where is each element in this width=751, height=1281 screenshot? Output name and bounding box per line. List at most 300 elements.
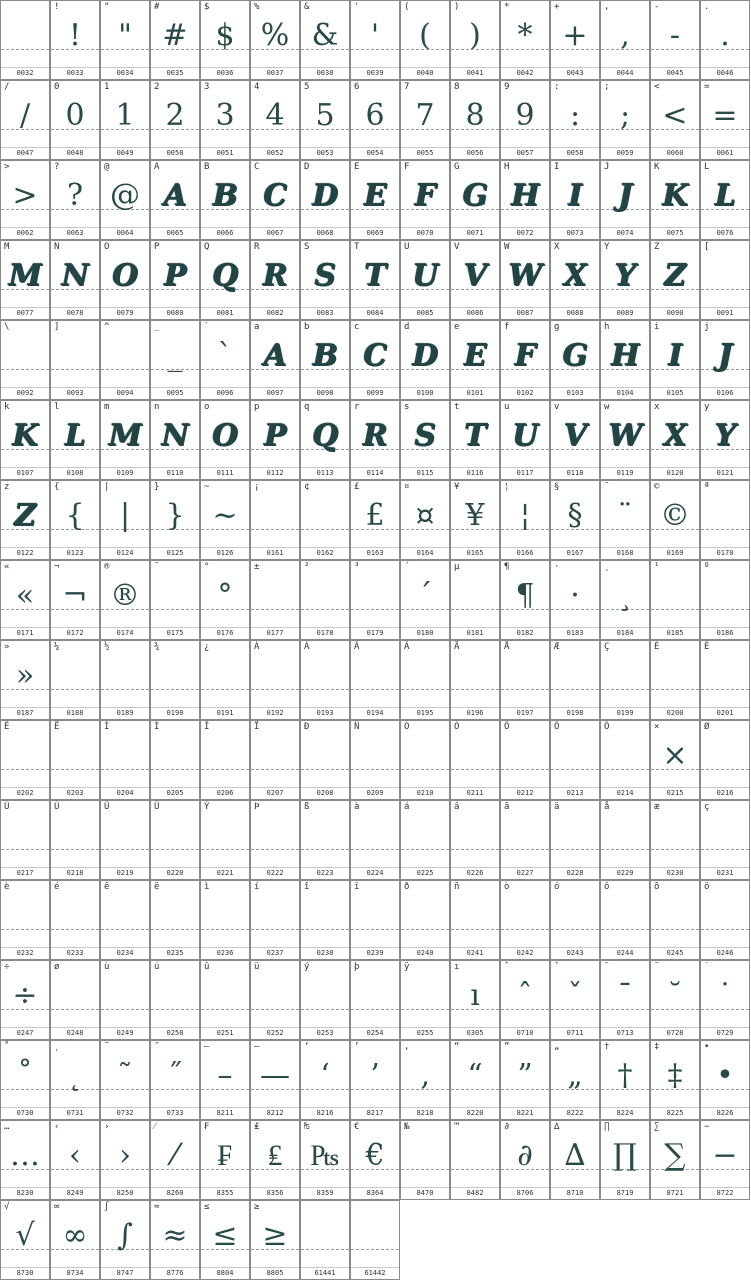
- cell-code: 0729: [716, 1029, 734, 1037]
- cell-character-label: a: [254, 322, 260, 332]
- cell-character-label: »: [4, 642, 10, 652]
- glyph-sample: M: [108, 418, 142, 453]
- code-divider: [351, 1107, 399, 1108]
- glyph-sample: ’: [370, 1058, 380, 1093]
- cell-code: 0049: [116, 149, 134, 157]
- baseline-guide: [301, 929, 349, 930]
- code-divider: [1, 1027, 49, 1028]
- glyph-cell: [500, 1120, 550, 1200]
- glyph-cell: [650, 160, 700, 240]
- cell-character-label: þ: [354, 962, 360, 972]
- glyph-cell: [400, 720, 450, 800]
- cell-code: 0197: [516, 709, 534, 717]
- glyph-cell: [550, 960, 600, 1040]
- glyph-sample: —: [260, 1058, 290, 1093]
- baseline-guide: [251, 929, 299, 930]
- code-divider: [151, 787, 199, 788]
- cell-character-label: w: [604, 402, 610, 412]
- cell-code: 8721: [666, 1189, 684, 1197]
- cell-code: 0176: [216, 629, 234, 637]
- glyph-cell: [50, 400, 100, 480]
- cell-character-label: ·: [554, 562, 560, 572]
- code-divider: [151, 67, 199, 68]
- code-divider: [401, 787, 449, 788]
- cell-character-label: ˆ: [504, 962, 510, 972]
- cell-character-label: Ù: [4, 802, 10, 812]
- glyph-cell: [450, 320, 500, 400]
- glyph-cell: [300, 80, 350, 160]
- cell-code: 0075: [666, 229, 684, 237]
- cell-code: 0255: [416, 1029, 434, 1037]
- glyph-sample: X: [563, 258, 587, 293]
- baseline-guide: [351, 1249, 399, 1250]
- glyph-sample: ‚: [420, 1058, 430, 1093]
- cell-code: 0710: [516, 1029, 534, 1037]
- glyph-sample: ∫: [117, 1218, 133, 1253]
- glyph-cell: [250, 320, 300, 400]
- cell-character-label: È: [654, 642, 660, 652]
- glyph-sample: ®: [110, 578, 140, 613]
- cell-character-label: Ñ: [354, 722, 360, 732]
- baseline-guide: [301, 609, 349, 610]
- code-divider: [251, 307, 299, 308]
- glyph-sample: 5: [315, 98, 335, 133]
- cell-character-label: ú: [154, 962, 160, 972]
- glyph-cell: [300, 720, 350, 800]
- cell-character-label: ›: [104, 1122, 110, 1132]
- code-divider: [301, 387, 349, 388]
- code-divider: [501, 1027, 549, 1028]
- glyph-cell: [300, 160, 350, 240]
- cell-code: 0713: [616, 1029, 634, 1037]
- cell-character-label: ñ: [454, 882, 460, 892]
- baseline-guide: [501, 849, 549, 850]
- glyph-sample: ˙: [717, 978, 733, 1013]
- cell-code: 0241: [466, 949, 484, 957]
- code-divider: [251, 467, 299, 468]
- cell-character-label: ’: [354, 1042, 360, 1052]
- code-divider: [401, 467, 449, 468]
- glyph-sample: €: [365, 1138, 385, 1173]
- cell-code: 8734: [66, 1269, 84, 1277]
- glyph-cell: [300, 1120, 350, 1200]
- cell-code: 0081: [216, 309, 234, 317]
- cell-code: 0210: [416, 789, 434, 797]
- glyph-sample: V: [563, 418, 587, 453]
- code-divider: [151, 1267, 199, 1268]
- cell-character-label: ©: [654, 482, 660, 492]
- glyph-cell: [400, 400, 450, 480]
- cell-code: 0202: [16, 789, 34, 797]
- cell-code: 0225: [416, 869, 434, 877]
- glyph-cell: [600, 800, 650, 880]
- glyph-cell: [150, 960, 200, 1040]
- baseline-guide: [501, 769, 549, 770]
- cell-character-label: à: [354, 802, 360, 812]
- cell-character-label: â: [454, 802, 460, 812]
- baseline-guide: [201, 929, 249, 930]
- code-divider: [51, 707, 99, 708]
- cell-character-label: ‡: [654, 1042, 660, 1052]
- cell-code: 8805: [266, 1269, 284, 1277]
- baseline-guide: [351, 849, 399, 850]
- baseline-guide: [451, 689, 499, 690]
- cell-code: 0036: [216, 69, 234, 77]
- glyph-sample: A: [263, 338, 287, 373]
- code-divider: [151, 1027, 199, 1028]
- cell-code: 0239: [366, 949, 384, 957]
- cell-character-label: t: [454, 402, 460, 412]
- baseline-guide: [101, 929, 149, 930]
- cell-code: 0096: [216, 389, 234, 397]
- cell-code: 8355: [216, 1189, 234, 1197]
- glyph-sample: @: [110, 178, 140, 213]
- code-divider: [601, 1107, 649, 1108]
- glyph-sample: ?: [66, 178, 84, 213]
- code-divider: [401, 707, 449, 708]
- glyph-sample: 9: [515, 98, 535, 133]
- glyph-sample: ∞: [62, 1218, 88, 1253]
- glyph-cell: [350, 1040, 400, 1120]
- glyph-cell: [100, 960, 150, 1040]
- cell-code: 0109: [116, 469, 134, 477]
- glyph-sample: J: [617, 178, 633, 213]
- glyph-sample: ›: [119, 1138, 131, 1173]
- glyph-cell: [150, 480, 200, 560]
- cell-character-label: ó: [554, 882, 560, 892]
- cell-character-label: U: [404, 242, 410, 252]
- baseline-guide: [501, 689, 549, 690]
- cell-code: 0252: [266, 1029, 284, 1037]
- code-divider: [1, 547, 49, 548]
- glyph-sample: ÷: [12, 978, 38, 1013]
- cell-code: 8212: [266, 1109, 284, 1117]
- code-divider: [1, 947, 49, 948]
- glyph-sample: &: [311, 18, 339, 53]
- glyph-sample: ”: [517, 1058, 533, 1093]
- glyph-cell: [600, 720, 650, 800]
- code-divider: [551, 867, 599, 868]
- cell-character-label: ®: [104, 562, 110, 572]
- cell-character-label: ˇ: [554, 962, 560, 972]
- glyph-cell: [600, 1040, 650, 1120]
- cell-code: 0180: [416, 629, 434, 637]
- glyph-sample: ©: [660, 498, 690, 533]
- cell-character-label: √: [4, 1202, 10, 1212]
- baseline-guide: [151, 1009, 199, 1010]
- glyph-cell: [200, 0, 250, 80]
- glyph-sample: ˛: [67, 1058, 83, 1093]
- glyph-cell: [600, 880, 650, 960]
- cell-character-label: c: [354, 322, 360, 332]
- glyph-sample: !: [68, 18, 82, 53]
- glyph-cell: [450, 160, 500, 240]
- cell-character-label: ð: [404, 882, 410, 892]
- glyph-cell: [500, 880, 550, 960]
- cell-code: 0061: [716, 149, 734, 157]
- cell-code: 0034: [116, 69, 134, 77]
- glyph-cell: [50, 560, 100, 640]
- cell-code: 0200: [666, 709, 684, 717]
- cell-character-label: r: [354, 402, 360, 412]
- cell-code: 8224: [616, 1109, 634, 1117]
- cell-code: 0048: [66, 149, 84, 157]
- cell-character-label: ÷: [4, 962, 10, 972]
- cell-character-label: Ç: [604, 642, 610, 652]
- glyph-cell: [400, 880, 450, 960]
- glyph-cell: [150, 80, 200, 160]
- cell-character-label: Ø: [704, 722, 710, 732]
- code-divider: [551, 67, 599, 68]
- cell-code: 0245: [666, 949, 684, 957]
- code-divider: [401, 227, 449, 228]
- code-divider: [401, 867, 449, 868]
- cell-code: 0119: [616, 469, 634, 477]
- cell-code: 0113: [316, 469, 334, 477]
- cell-code: 8211: [216, 1109, 234, 1117]
- code-divider: [651, 387, 699, 388]
- cell-character-label: É: [704, 642, 710, 652]
- cell-code: 0035: [166, 69, 184, 77]
- glyph-cell: [600, 560, 650, 640]
- glyph-cell: [650, 320, 700, 400]
- baseline-guide: [601, 689, 649, 690]
- glyph-cell: [250, 560, 300, 640]
- glyph-cell: [450, 720, 500, 800]
- glyph-sample: C: [263, 178, 287, 213]
- glyph-cell: [200, 1200, 250, 1280]
- code-divider: [251, 1027, 299, 1028]
- baseline-guide: [201, 689, 249, 690]
- cell-character-label: 2: [154, 82, 160, 92]
- cell-character-label: °: [204, 562, 210, 572]
- glyph-sample: N: [61, 258, 89, 293]
- cell-character-label: Ö: [604, 722, 610, 732]
- baseline-guide: [1, 929, 49, 930]
- glyph-cell: [650, 240, 700, 320]
- code-divider: [601, 1027, 649, 1028]
- glyph-cell: [400, 0, 450, 80]
- code-divider: [701, 627, 749, 628]
- cell-code: 0192: [266, 709, 284, 717]
- code-divider: [651, 307, 699, 308]
- glyph-sample: “: [467, 1058, 483, 1093]
- code-divider: [151, 1187, 199, 1188]
- cell-character-label: v: [554, 402, 560, 412]
- cell-character-label: ¶: [504, 562, 510, 572]
- code-divider: [51, 1267, 99, 1268]
- code-divider: [251, 707, 299, 708]
- cell-code: 0114: [366, 469, 384, 477]
- cell-code: 0733: [166, 1109, 184, 1117]
- glyph-cell: [250, 480, 300, 560]
- glyph-cell: [550, 0, 600, 80]
- cell-character-label: ¦: [504, 482, 510, 492]
- baseline-guide: [151, 769, 199, 770]
- cell-code: 0106: [716, 389, 734, 397]
- cell-code: 0077: [16, 309, 34, 317]
- cell-code: 0222: [266, 869, 284, 877]
- code-divider: [1, 1187, 49, 1188]
- cell-code: 0169: [666, 549, 684, 557]
- glyph-sample: ): [469, 18, 481, 53]
- code-divider: [301, 67, 349, 68]
- cell-character-label: q: [304, 402, 310, 412]
- cell-code: 0205: [166, 789, 184, 797]
- cell-character-label: ±: [254, 562, 260, 572]
- cell-code: 0112: [266, 469, 284, 477]
- glyph-cell: [50, 640, 100, 720]
- baseline-guide: [251, 609, 299, 610]
- code-divider: [301, 787, 349, 788]
- cell-character-label: G: [454, 162, 460, 172]
- glyph-sample: I: [567, 178, 583, 213]
- glyph-sample: √: [15, 1218, 35, 1253]
- glyph-sample: ∂: [517, 1138, 533, 1173]
- glyph-cell: [650, 1120, 700, 1200]
- code-divider: [451, 947, 499, 948]
- cell-code: 0074: [616, 229, 634, 237]
- code-divider: [401, 947, 449, 948]
- baseline-guide: [151, 689, 199, 690]
- cell-character-label: d: [404, 322, 410, 332]
- glyph-cell: [500, 480, 550, 560]
- glyph-sample: L: [714, 178, 736, 213]
- glyph-cell: [650, 800, 700, 880]
- glyph-cell: [400, 160, 450, 240]
- glyph-cell: [250, 720, 300, 800]
- code-divider: [201, 707, 249, 708]
- code-divider: [101, 147, 149, 148]
- glyph-sample: C: [363, 338, 387, 373]
- glyph-cell: [550, 1120, 600, 1200]
- glyph-cell: [450, 400, 500, 480]
- cell-code: 0098: [316, 389, 334, 397]
- baseline-guide: [251, 849, 299, 850]
- code-divider: [51, 1187, 99, 1188]
- cell-character-label: ò: [504, 882, 510, 892]
- cell-character-label: ∞: [54, 1202, 60, 1212]
- cell-code: 0038: [316, 69, 334, 77]
- glyph-cell: [350, 0, 400, 80]
- glyph-sample: D: [411, 338, 438, 373]
- cell-character-label: ×: [654, 722, 660, 732]
- cell-code: 0084: [366, 309, 384, 317]
- glyph-sample: ı: [470, 978, 480, 1013]
- cell-character-label: B: [204, 162, 210, 172]
- baseline-guide: [651, 929, 699, 930]
- cell-code: 0163: [366, 549, 384, 557]
- baseline-guide: [601, 849, 649, 850]
- glyph-cell: [500, 640, 550, 720]
- cell-character-label: {: [54, 482, 60, 492]
- cell-code: 8364: [366, 1189, 384, 1197]
- glyph-cell: [150, 400, 200, 480]
- cell-character-label: ₤: [254, 1122, 260, 1132]
- cell-code: 0231: [716, 869, 734, 877]
- glyph-cell: [50, 160, 100, 240]
- glyph-cell: [0, 640, 50, 720]
- code-divider: [501, 227, 549, 228]
- baseline-guide: [51, 689, 99, 690]
- cell-code: 0730: [16, 1109, 34, 1117]
- cell-character-label: –: [204, 1042, 210, 1052]
- glyph-cell: [200, 240, 250, 320]
- code-divider: [101, 547, 149, 548]
- code-divider: [501, 1187, 549, 1188]
- glyph-cell: [100, 0, 150, 80]
- glyph-sample: °: [217, 578, 233, 613]
- cell-code: 0728: [666, 1029, 684, 1037]
- cell-character-label: …: [4, 1122, 10, 1132]
- glyph-cell: [100, 640, 150, 720]
- cell-character-label: ½: [104, 642, 110, 652]
- code-divider: [501, 467, 549, 468]
- baseline-guide: [51, 369, 99, 370]
- glyph-sample: #: [162, 18, 188, 53]
- glyph-sample: F: [414, 178, 436, 213]
- glyph-cell: [350, 560, 400, 640]
- glyph-sample: E: [363, 178, 387, 213]
- cell-character-label: «: [4, 562, 10, 572]
- code-divider: [1, 467, 49, 468]
- glyph-cell: [350, 80, 400, 160]
- glyph-cell: [150, 0, 200, 80]
- glyph-cell: [100, 1040, 150, 1120]
- glyph-cell: [100, 480, 150, 560]
- glyph-sample: ‘: [320, 1058, 330, 1093]
- code-divider: [301, 1107, 349, 1108]
- cell-character-label: ;: [604, 82, 610, 92]
- cell-code: 0118: [566, 469, 584, 477]
- glyph-cell: [450, 480, 500, 560]
- cell-code: 0076: [716, 229, 734, 237]
- baseline-guide: [51, 929, 99, 930]
- code-divider: [601, 867, 649, 868]
- cell-code: 0238: [316, 949, 334, 957]
- cell-character-label: s: [404, 402, 410, 412]
- glyph-cell: [0, 0, 50, 80]
- code-divider: [151, 707, 199, 708]
- cell-code: 0224: [366, 869, 384, 877]
- baseline-guide: [551, 689, 599, 690]
- glyph-sample: K: [661, 178, 689, 213]
- code-divider: [401, 1187, 449, 1188]
- glyph-cell: [100, 800, 150, 880]
- glyph-cell: [650, 400, 700, 480]
- code-divider: [351, 947, 399, 948]
- cell-character-label: u: [504, 402, 510, 412]
- cell-character-label: ,: [604, 2, 610, 12]
- glyph-cell: [400, 1040, 450, 1120]
- code-divider: [451, 1107, 499, 1108]
- cell-character-label: Õ: [554, 722, 560, 732]
- code-divider: [551, 467, 599, 468]
- glyph-cell: [200, 480, 250, 560]
- code-divider: [351, 867, 399, 868]
- glyph-cell: [550, 720, 600, 800]
- code-divider: [601, 307, 649, 308]
- glyph-sample: R: [262, 258, 288, 293]
- cell-character-label: ý: [304, 962, 310, 972]
- glyph-cell: [350, 240, 400, 320]
- glyph-sample: =: [712, 98, 738, 133]
- baseline-guide: [1, 49, 49, 50]
- glyph-sample: −: [712, 1138, 738, 1173]
- glyph-cell: [450, 880, 500, 960]
- code-divider: [551, 627, 599, 628]
- cell-code: 8722: [716, 1189, 734, 1197]
